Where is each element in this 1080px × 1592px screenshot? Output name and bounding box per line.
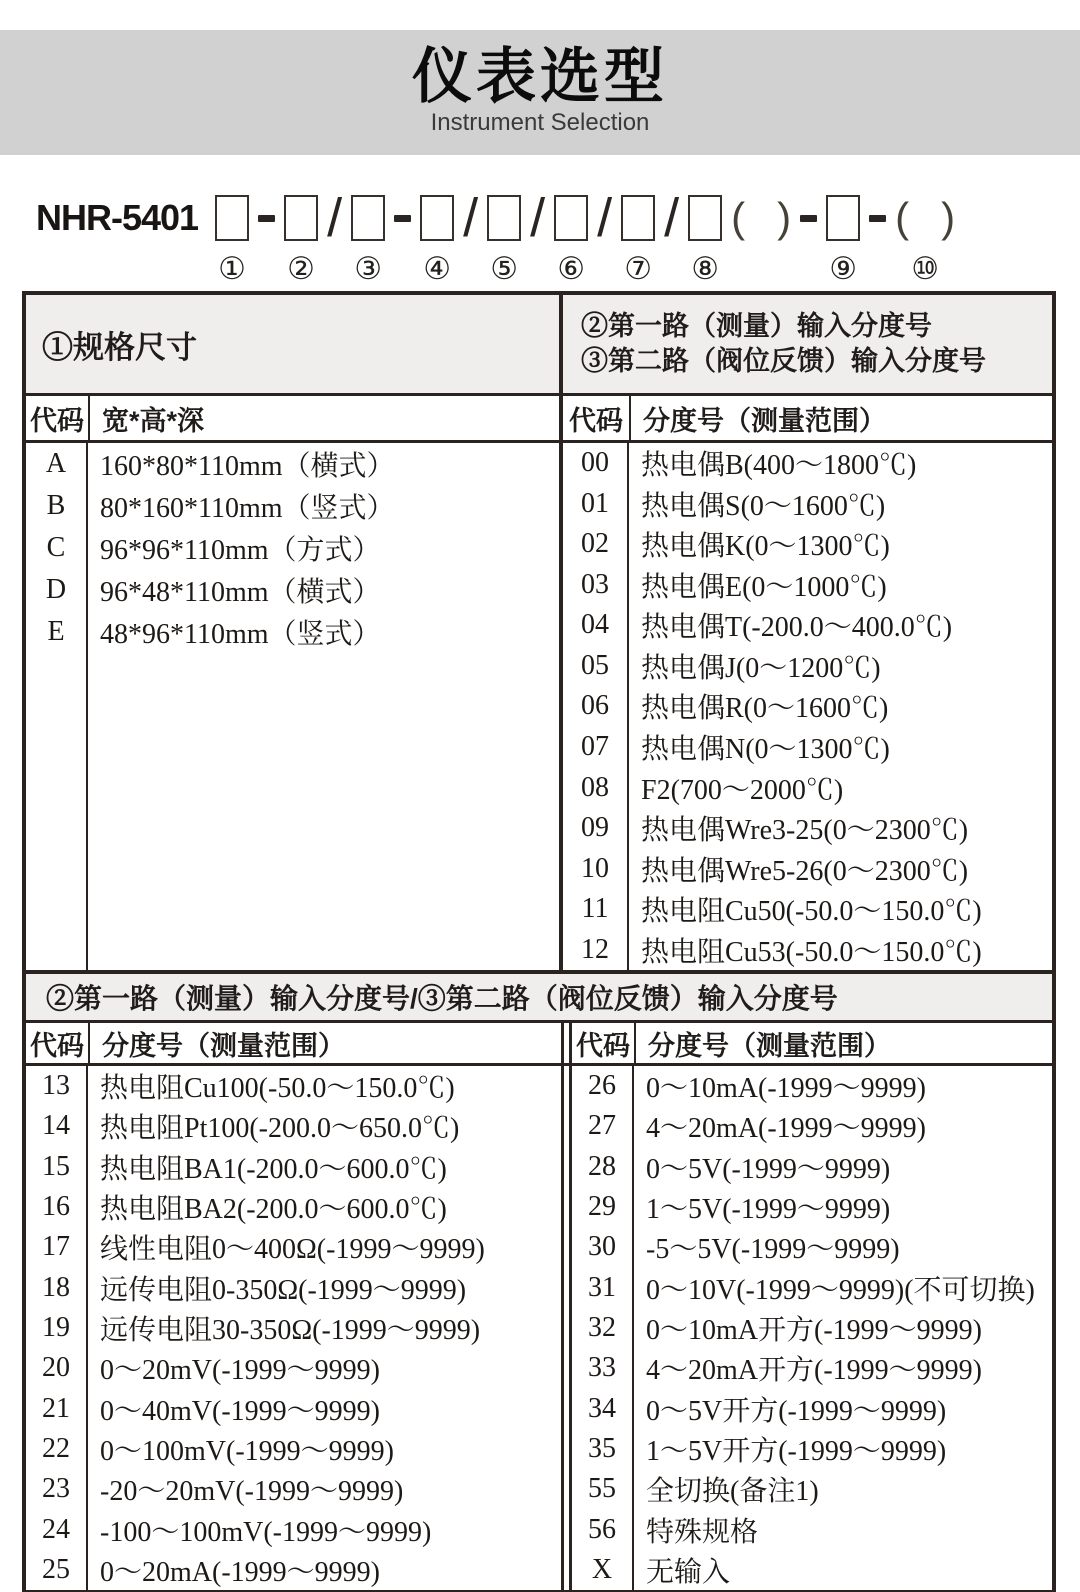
code-column <box>26 1066 88 1590</box>
value-column <box>629 443 1052 970</box>
code-cell: 06 <box>581 690 609 722</box>
desc-cell: 48*96*110mm（竖式） <box>100 619 381 650</box>
desc-cell: 96*96*110mm（方式） <box>100 535 381 566</box>
code-cell: 56 <box>588 1513 616 1545</box>
desc-cell: -20～20mV(-1999～9999) <box>100 1476 404 1508</box>
model-separator: / <box>597 188 613 248</box>
blank-box <box>826 195 860 241</box>
code-cell: 05 <box>581 649 609 681</box>
model-code-box <box>284 190 318 287</box>
code-cell: 17 <box>42 1231 70 1263</box>
desc-cell: 热电偶R(0～1600℃) <box>641 693 889 725</box>
desc-cell: 远传电阻0-350Ω(-1999～9999) <box>100 1274 467 1306</box>
desc-cell: 1～5V开方(-1999～9999) <box>646 1435 947 1467</box>
model-paren: ( ) ⑩ <box>895 194 956 287</box>
model-separator <box>869 190 886 287</box>
code-cell: 55 <box>588 1473 616 1505</box>
model-segments <box>215 190 955 287</box>
code-cell: A <box>45 448 67 479</box>
code-cell: X <box>591 1553 613 1585</box>
section-title-input-line2: ③第二路（阀位反馈）输入分度号 <box>581 346 986 376</box>
code-cell: 13 <box>42 1070 70 1102</box>
desc-cell: 远传电阻30-350Ω(-1999～9999) <box>100 1315 481 1347</box>
desc-cell: 热电阻BA2(-200.0～600.0℃) <box>100 1194 447 1226</box>
circled-number: ⑦ <box>624 251 653 287</box>
desc-cell: 热电偶Wre5-26(0～2300℃) <box>641 855 969 887</box>
model-separator: / <box>530 188 546 248</box>
desc-cell: 160*80*110mm（横式） <box>100 451 395 482</box>
value-column <box>634 1066 1052 1590</box>
desc-cell: 热电阻Cu53(-50.0～150.0℃) <box>641 936 982 968</box>
page-title: 仪表选型 <box>412 43 668 110</box>
desc-cell: F2(700～2000℃) <box>641 774 844 806</box>
code-cell: 26 <box>588 1070 616 1102</box>
model-separator: / <box>463 188 479 248</box>
code-cell: 31 <box>588 1271 616 1303</box>
code-cell: 04 <box>581 609 609 641</box>
code-cell: 24 <box>42 1513 70 1545</box>
input-rows-26-x <box>572 1066 1052 1590</box>
desc-cell: -5～5V(-1999～9999) <box>646 1234 900 1266</box>
circled-number: ⑥ <box>557 251 586 287</box>
blank-box <box>420 195 454 241</box>
model-code-box <box>487 190 521 287</box>
desc-cell: 热电偶T(-200.0～400.0℃) <box>641 612 953 644</box>
section-title-inputs-combined: ②第一路（测量）输入分度号/③第二路（阀位反馈）输入分度号 <box>26 970 1052 1023</box>
col-header-code: 代码 <box>26 1023 90 1063</box>
code-cell: 09 <box>581 812 609 844</box>
blank-box <box>554 195 588 241</box>
col-header-code: 代码 <box>572 1023 636 1063</box>
page-subtitle: Instrument Selection <box>430 109 650 136</box>
desc-cell: 热电偶J(0～1200℃) <box>641 652 881 684</box>
model-code-box <box>826 190 860 287</box>
code-cell: D <box>45 574 67 605</box>
desc-cell: 热电偶B(400～1800℃) <box>641 450 917 482</box>
desc-cell: 特殊规格 <box>646 1516 759 1548</box>
desc-cell: 热电偶K(0～1300℃) <box>641 531 890 563</box>
code-cell: 30 <box>588 1231 616 1263</box>
value-column <box>88 443 559 970</box>
code-cell: 27 <box>588 1110 616 1142</box>
code-cell: 16 <box>42 1191 70 1223</box>
code-cell: B <box>46 490 66 521</box>
code-cell: 23 <box>42 1473 70 1505</box>
code-cell: 14 <box>42 1110 70 1142</box>
col-header-range: 分度号（测量范围） <box>90 1023 564 1063</box>
desc-cell: -100～100mV(-1999～9999) <box>100 1516 432 1548</box>
model-separator <box>800 190 817 287</box>
code-cell: 19 <box>42 1312 70 1344</box>
desc-cell: 热电偶E(0～1000℃) <box>641 571 887 603</box>
model-code-box <box>351 190 385 287</box>
desc-cell: 0～40mV(-1999～9999) <box>100 1395 380 1427</box>
model-code-line <box>36 190 1066 287</box>
desc-cell: 4～20mA(-1999～9999) <box>646 1113 926 1145</box>
code-column <box>572 1066 634 1590</box>
code-cell: 32 <box>588 1312 616 1344</box>
dash-separator <box>869 215 886 222</box>
model-separator: / <box>664 188 680 248</box>
desc-cell: 热电阻Cu50(-50.0～150.0℃) <box>641 896 982 928</box>
col-header-dimensions: 宽*高*深 <box>90 396 563 440</box>
circled-number: ⑧ <box>691 251 720 287</box>
input-rows-00-12 <box>563 443 1052 970</box>
model-code-box <box>215 190 249 287</box>
blank-box <box>688 195 722 241</box>
desc-cell: 96*48*110mm（横式） <box>100 577 381 608</box>
section-title-inputs <box>563 295 1052 393</box>
model-code-box <box>554 190 588 287</box>
lower-data-area <box>26 1066 1052 1590</box>
input-rows-13-25 <box>26 1066 564 1590</box>
model-code-box <box>688 190 722 287</box>
model-separator <box>258 190 275 287</box>
model-paren: ( ) <box>731 194 792 241</box>
code-cell: 20 <box>42 1352 70 1384</box>
desc-cell: 0～5V(-1999～9999) <box>646 1153 891 1185</box>
col-header-code: 代码 <box>563 396 631 440</box>
page-header <box>0 30 1080 155</box>
code-cell: 08 <box>581 771 609 803</box>
code-column <box>563 443 629 970</box>
col-header-code: 代码 <box>26 396 90 440</box>
desc-cell: 热电偶Wre3-25(0～2300℃) <box>641 815 969 847</box>
dash-separator <box>258 215 275 222</box>
desc-cell: 热电阻BA1(-200.0～600.0℃) <box>100 1153 447 1185</box>
code-cell: 12 <box>581 933 609 965</box>
desc-cell: 热电偶N(0～1300℃) <box>641 733 890 765</box>
code-cell: C <box>46 532 66 563</box>
code-cell: 07 <box>581 730 609 762</box>
circled-number: ⑤ <box>490 251 518 287</box>
dimension-rows <box>26 443 563 970</box>
blank-box <box>487 195 521 241</box>
column-gap <box>564 1023 572 1063</box>
code-cell: 29 <box>588 1191 616 1223</box>
blank-box <box>215 195 249 241</box>
circled-number: ⑨ <box>829 251 858 287</box>
code-cell: 00 <box>581 447 609 479</box>
code-cell: 33 <box>588 1352 616 1384</box>
blank-box <box>284 195 318 241</box>
desc-cell: 80*160*110mm（竖式） <box>100 493 395 524</box>
desc-cell: 热电阻Cu100(-50.0～150.0℃) <box>100 1073 455 1105</box>
column-gap <box>564 1066 572 1590</box>
desc-cell: 0～10mA开方(-1999～9999) <box>646 1315 982 1347</box>
blank-box <box>351 195 385 241</box>
circled-number: ③ <box>354 251 382 287</box>
desc-cell: 0～10V(-1999～9999)(不可切换) <box>646 1274 1035 1306</box>
code-cell: 03 <box>581 568 609 600</box>
model-prefix: NHR-5401 <box>36 197 199 238</box>
desc-cell: 0～20mV(-1999～9999) <box>100 1355 380 1387</box>
desc-cell: 全切换(备注1) <box>646 1476 819 1508</box>
value-column <box>88 1066 561 1590</box>
code-cell: 25 <box>42 1553 70 1585</box>
upper-data-area <box>26 443 1052 970</box>
desc-cell: 0～20mA(-1999～9999) <box>100 1556 380 1588</box>
col-header-range: 分度号（测量范围） <box>643 405 886 436</box>
code-cell: 34 <box>588 1392 616 1424</box>
section-title-input-line1: ②第一路（测量）输入分度号 <box>581 311 932 341</box>
dash-separator <box>394 215 411 222</box>
circled-number: ① <box>218 251 246 287</box>
dash-separator <box>800 215 817 222</box>
circled-number: ④ <box>423 251 451 287</box>
code-cell: 22 <box>42 1432 70 1464</box>
code-cell: 15 <box>42 1150 70 1182</box>
desc-cell: 热电阻Pt100(-200.0～650.0℃) <box>100 1113 460 1145</box>
desc-cell: 热电偶S(0～1600℃) <box>641 490 886 522</box>
code-cell: 01 <box>581 487 609 519</box>
column-header-row-1 <box>26 396 1052 443</box>
model-code-box <box>621 190 655 287</box>
code-cell: 35 <box>588 1432 616 1464</box>
code-cell: 02 <box>581 528 609 560</box>
desc-cell: 0～100mV(-1999～9999) <box>100 1435 394 1467</box>
circled-number: ⑩ <box>911 251 940 287</box>
code-cell: 10 <box>581 852 609 884</box>
desc-cell: 0～5V开方(-1999～9999) <box>646 1395 947 1427</box>
model-separator: / <box>327 188 343 248</box>
desc-cell: 线性电阻0～400Ω(-1999～9999) <box>100 1234 485 1266</box>
model-code-box <box>420 190 454 287</box>
section-title-dimensions: ①规格尺寸 <box>26 295 563 393</box>
code-cell: 18 <box>42 1271 70 1303</box>
code-cell: 28 <box>588 1150 616 1182</box>
code-cell: 21 <box>42 1392 70 1424</box>
col-header-range: 分度号（测量范围） <box>648 1030 891 1061</box>
table-section-headers <box>26 295 1052 396</box>
desc-cell: 1～5V(-1999～9999) <box>646 1194 891 1226</box>
circled-number: ② <box>287 251 315 287</box>
code-cell: 11 <box>581 893 609 925</box>
desc-cell: 无输入 <box>646 1556 731 1588</box>
code-cell: E <box>47 616 65 647</box>
desc-cell: 0～10mA(-1999～9999) <box>646 1073 926 1105</box>
selection-table <box>22 291 1056 1592</box>
column-header-row-2 <box>26 1023 1052 1066</box>
code-column <box>26 443 88 970</box>
desc-cell: 4～20mA开方(-1999～9999) <box>646 1355 982 1387</box>
blank-box <box>621 195 655 241</box>
model-separator <box>394 190 411 287</box>
